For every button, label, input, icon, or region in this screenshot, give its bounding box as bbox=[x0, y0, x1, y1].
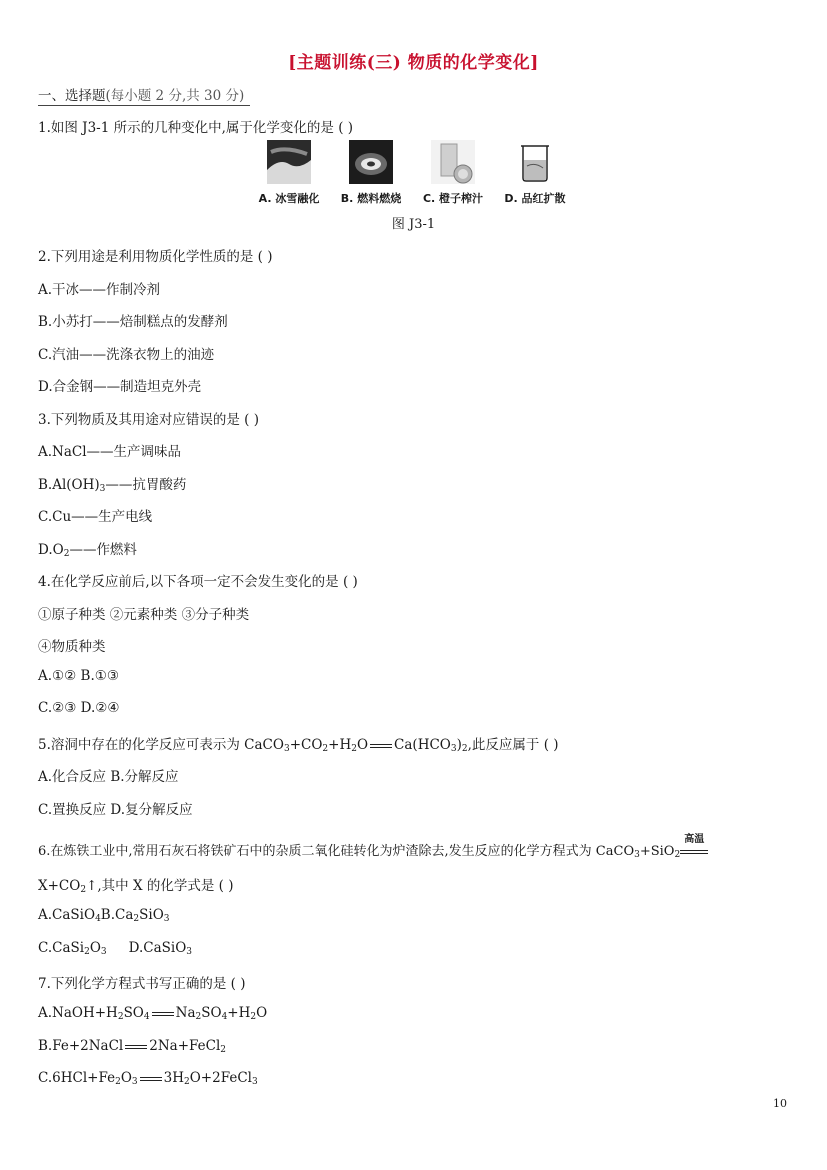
question-3-option-b: $B.Al(OH)_3——$抗胃酸药 bbox=[38, 477, 187, 494]
question-2-stem: 2.下列用途是利用物质化学性质的是 ( ) bbox=[38, 249, 273, 265]
question-7-option-c: $C.6HCl+Fe_2O_3$ $3H_2O+2FeCl_3$ bbox=[38, 1070, 258, 1087]
reaction-condition: 高温 bbox=[680, 844, 708, 859]
equals-sign bbox=[152, 1012, 174, 1016]
question-3-option-d: $D.O_2——$作燃料 bbox=[38, 542, 137, 559]
figure-c-caption: C. 橙子榨汁 bbox=[422, 192, 484, 205]
question-7-option-a: $A.NaOH+H_2SO_4$ $Na_2SO_4+H_2O$ bbox=[38, 1005, 268, 1022]
question-7-stem: 7.下列化学方程式书写正确的是 ( ) bbox=[38, 976, 246, 992]
figure-b bbox=[334, 140, 408, 206]
figure-c bbox=[416, 140, 490, 206]
orange-juice-photo bbox=[431, 140, 475, 184]
question-4-options-2: C.②③ D.②④ bbox=[38, 700, 120, 716]
question-4-stem: 4.在化学反应前后,以下各项一定不会发生变化的是 ( ) bbox=[38, 574, 358, 590]
equals-sign bbox=[140, 1077, 162, 1081]
question-3-option-c: C.Cu——生产电线 bbox=[38, 509, 153, 525]
question-1-stem: 1.如图 J3-1 所示的几种变化中,属于化学变化的是 ( ) bbox=[38, 120, 354, 136]
question-6-stem: 6.在炼铁工业中,常用石灰石将铁矿石中的杂质二氧化硅转化为炉渣除去,发生反应的化学方程式为 CaCO$_3$+SiO$_2$ 高温 bbox=[38, 840, 708, 860]
figure-a bbox=[252, 140, 326, 206]
question-2-option-b: B.小苏打——焙制糕点的发酵剂 bbox=[38, 314, 228, 330]
question-3-stem: 3.下列物质及其用途对应错误的是 ( ) bbox=[38, 412, 259, 428]
question-5-stem: 5.溶洞中存在的化学反应可表示为 $CaCO_3+CO_2+H_2O$ $Ca(HCO_3)_2$,此反应属于 ( ) bbox=[38, 737, 559, 754]
page-number: 10 bbox=[773, 1097, 787, 1110]
figure-a-caption: A. 冰雪融化 bbox=[258, 192, 320, 205]
question-4-items-1: ①原子种类 ②元素种类 ③分子种类 bbox=[38, 607, 250, 623]
question-2-option-c: C.汽油——洗涤衣物上的油迹 bbox=[38, 347, 215, 363]
fuel-burning-photo bbox=[349, 140, 393, 184]
figure-row bbox=[252, 140, 582, 208]
figure-b-caption: B. 燃料燃烧 bbox=[340, 192, 402, 205]
question-6-line-2: $X+CO_2↑$,其中 X 的化学式是 ( ) bbox=[38, 878, 234, 895]
question-5-options-1: A.化合反应 B.分解反应 bbox=[38, 769, 179, 785]
question-6-options-1: $A.CaSiO_4B.Ca_2SiO_3$ bbox=[38, 907, 170, 924]
page-title: [主题训练(三) 物质的化学变化] bbox=[288, 53, 539, 73]
figure-d bbox=[498, 140, 572, 206]
equals-sign bbox=[370, 744, 392, 748]
beaker-diffusion-drawing bbox=[513, 140, 557, 184]
question-5-options-2: C.置换反应 D.复分解反应 bbox=[38, 802, 193, 818]
figure-caption: 图 J3-1 bbox=[391, 217, 436, 232]
question-4-options-1: A.①② B.①③ bbox=[38, 668, 119, 684]
ice-melting-photo bbox=[267, 140, 311, 184]
section-note: (每小题 2 分,共 30 分) bbox=[105, 88, 245, 104]
section-heading bbox=[38, 84, 250, 106]
question-3-option-a: A.NaCl——生产调味品 bbox=[38, 444, 182, 460]
question-2-option-a: A.干冰——作制冷剂 bbox=[38, 282, 161, 298]
equals-sign bbox=[125, 1045, 147, 1049]
figure-d-caption: D. 品红扩散 bbox=[504, 192, 566, 205]
question-6-options-2: $C.CaSi_2O_3$ D.CaSiO$_3$ bbox=[38, 940, 193, 957]
question-4-items-2: ④物质种类 bbox=[38, 639, 106, 655]
question-2-option-d: D.合金钢——制造坦克外壳 bbox=[38, 379, 202, 395]
section-label: 一、选择题 bbox=[38, 88, 106, 104]
question-7-option-b: B.Fe+2NaCl 2Na+FeCl$_2$ bbox=[38, 1038, 227, 1055]
